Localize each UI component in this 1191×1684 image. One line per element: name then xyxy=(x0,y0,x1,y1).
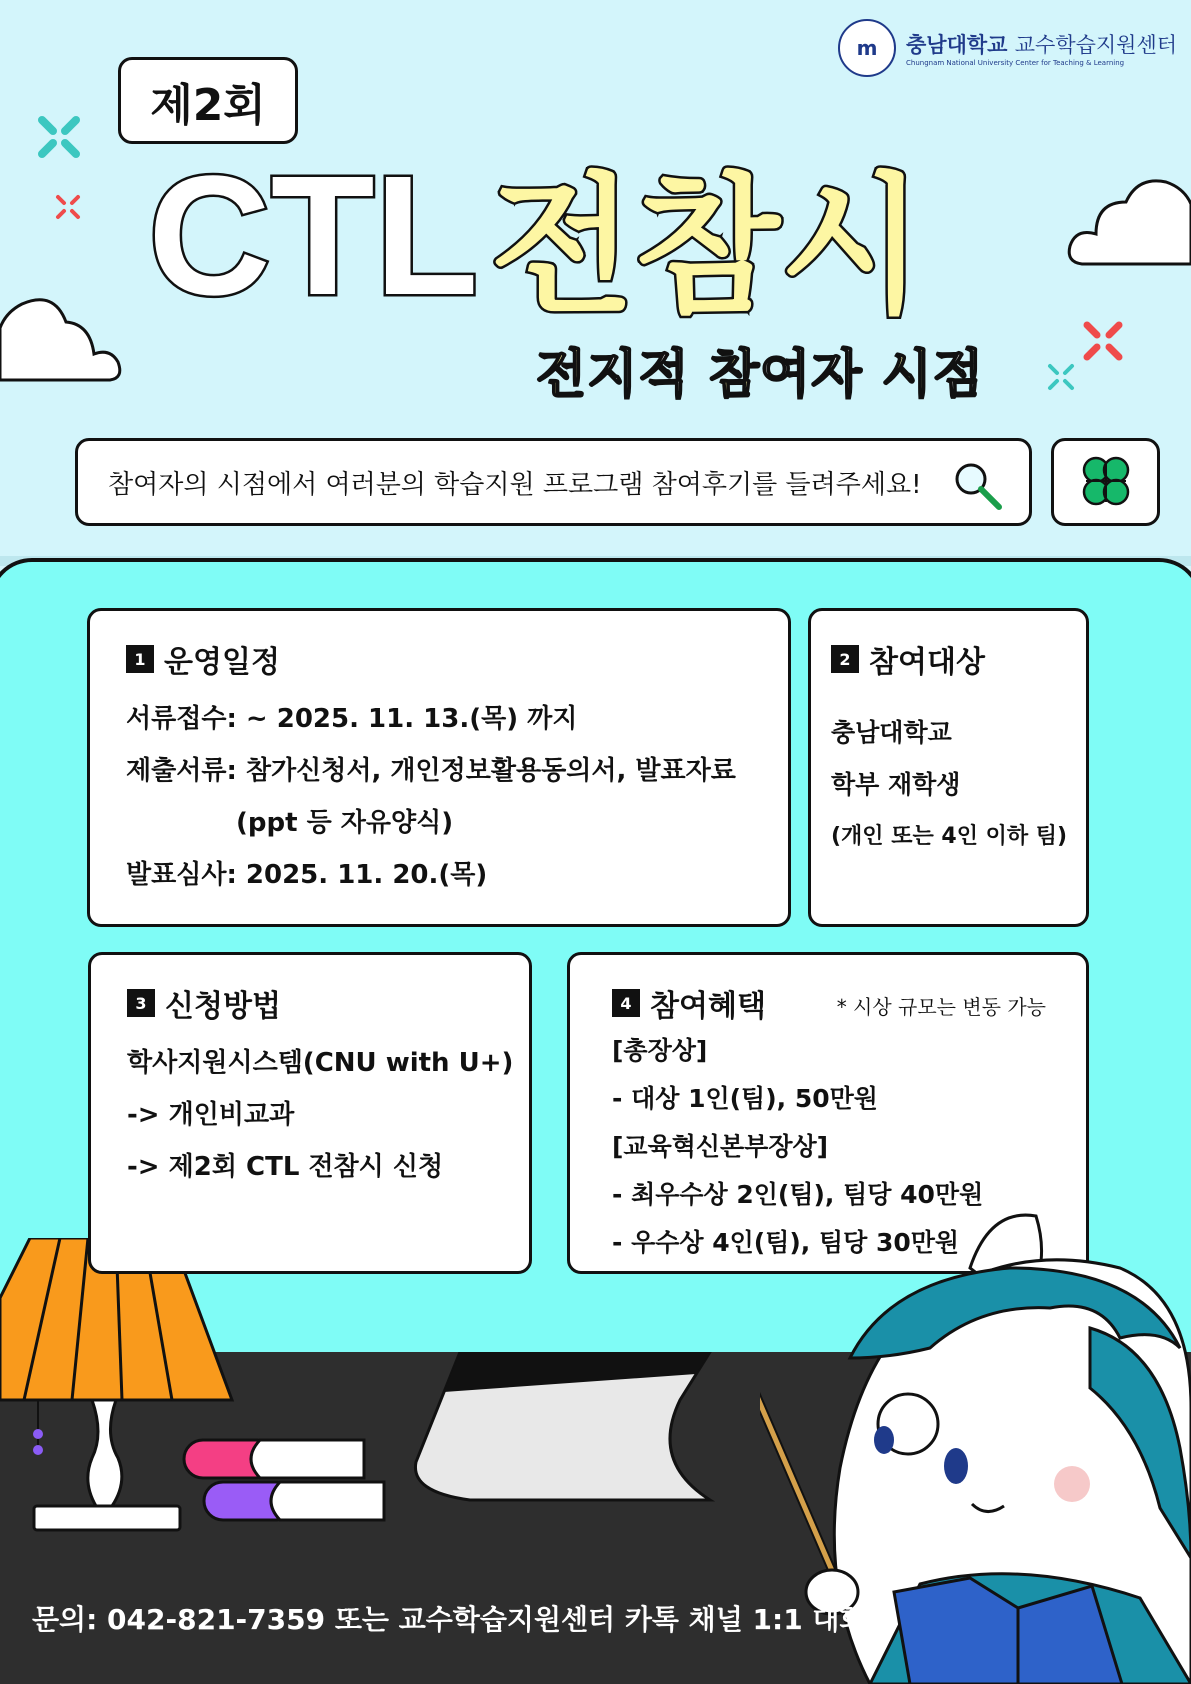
benefits-line: - 대상 1인(팀), 50만원 xyxy=(612,1084,878,1113)
benefits-line: [교육혁신본부장상] xyxy=(612,1132,829,1161)
section-title: 운영일정 xyxy=(164,645,280,680)
section-number: 2 xyxy=(831,645,859,673)
apply-line: -> 제2회 CTL 전참시 신청 xyxy=(127,1152,444,1182)
search-bar-text: 참여자의 시점에서 여러분의 학습지원 프로그램 참여후기를 들려주세요! xyxy=(108,469,922,500)
sparkle-red-icon xyxy=(1082,320,1124,362)
clover-icon xyxy=(1074,450,1138,514)
section-title: 신청방법 xyxy=(165,989,281,1024)
logo-center-en: Center for Teaching & Learning xyxy=(1015,59,1125,67)
apply-line: -> 개인비교과 xyxy=(127,1100,295,1130)
section-target xyxy=(808,608,1089,927)
target-line: (개인 또는 4인 이하 팀) xyxy=(831,824,1068,849)
subtitle-part: 참 xyxy=(708,345,761,405)
event-title xyxy=(148,148,1048,328)
section-number: 1 xyxy=(126,645,154,673)
university-seal-icon: m xyxy=(838,19,896,77)
title-ctl: CTL xyxy=(148,148,479,328)
university-logo xyxy=(838,18,1178,78)
logo-university-name: 충남대학교 xyxy=(906,33,1008,57)
edition-badge: 제2회 xyxy=(118,57,298,144)
section-title: 참여대상 xyxy=(869,645,985,680)
sparkle-teal-icon xyxy=(1046,362,1076,392)
schedule-line: 서류접수: ~ 2025. 11. 13.(목) 까지 xyxy=(126,704,578,734)
title-jeonchamsi: 전참시 xyxy=(490,160,925,328)
target-line: 충남대학교 xyxy=(831,718,952,747)
section-number: 4 xyxy=(612,989,640,1017)
logo-center-name: 교수학습지원센터 xyxy=(1014,33,1178,57)
sparkle-teal-icon xyxy=(36,114,82,160)
schedule-line: 제출서류: 참가신청서, 개인정보활용동의서, 발표자료 xyxy=(126,756,736,786)
section-schedule xyxy=(87,608,791,927)
subtitle-part: 지적 xyxy=(587,345,709,405)
subtitle-part: 점 xyxy=(932,345,985,405)
sparkle-red-icon xyxy=(54,193,82,221)
benefits-line: - 우수상 4인(팀), 팀당 30만원 xyxy=(612,1228,960,1257)
benefits-line: [총장상] xyxy=(612,1036,708,1065)
search-bar xyxy=(75,438,1032,526)
cloud-left-icon xyxy=(0,288,124,386)
subtitle-part: 전 xyxy=(536,345,588,405)
schedule-line: (ppt 등 자유양식) xyxy=(236,808,454,838)
monitor-stand-icon xyxy=(410,1352,730,1504)
subtitle-part: 시 xyxy=(881,345,933,405)
target-line: 학부 재학생 xyxy=(831,770,961,799)
clover-badge xyxy=(1051,438,1160,526)
benefits-note: * 시상 규모는 변동 가능 xyxy=(836,995,1046,1019)
schedule-line: 발표심사: 2025. 11. 20.(목) xyxy=(126,860,488,890)
benefits-line: - 최우수상 2인(팀), 팀당 40만원 xyxy=(612,1180,984,1209)
section-title: 참여혜택 xyxy=(650,989,766,1024)
apply-line: 학사지원시스템(CNU with U+) xyxy=(127,1048,514,1078)
magnifier-icon xyxy=(951,459,1003,511)
contact-info: 문의: 042-821-7359 또는 교수학습지원센터 카톡 채널 1:1 대화 xyxy=(32,1603,867,1636)
section-number: 3 xyxy=(127,989,155,1017)
cloud-right-icon xyxy=(1062,172,1191,270)
logo-university-en: Chungnam National University xyxy=(906,59,1014,67)
event-subtitle xyxy=(536,332,984,407)
section-apply xyxy=(88,952,532,1274)
books-icon xyxy=(180,1438,390,1524)
subtitle-part: 여자 xyxy=(760,345,882,405)
